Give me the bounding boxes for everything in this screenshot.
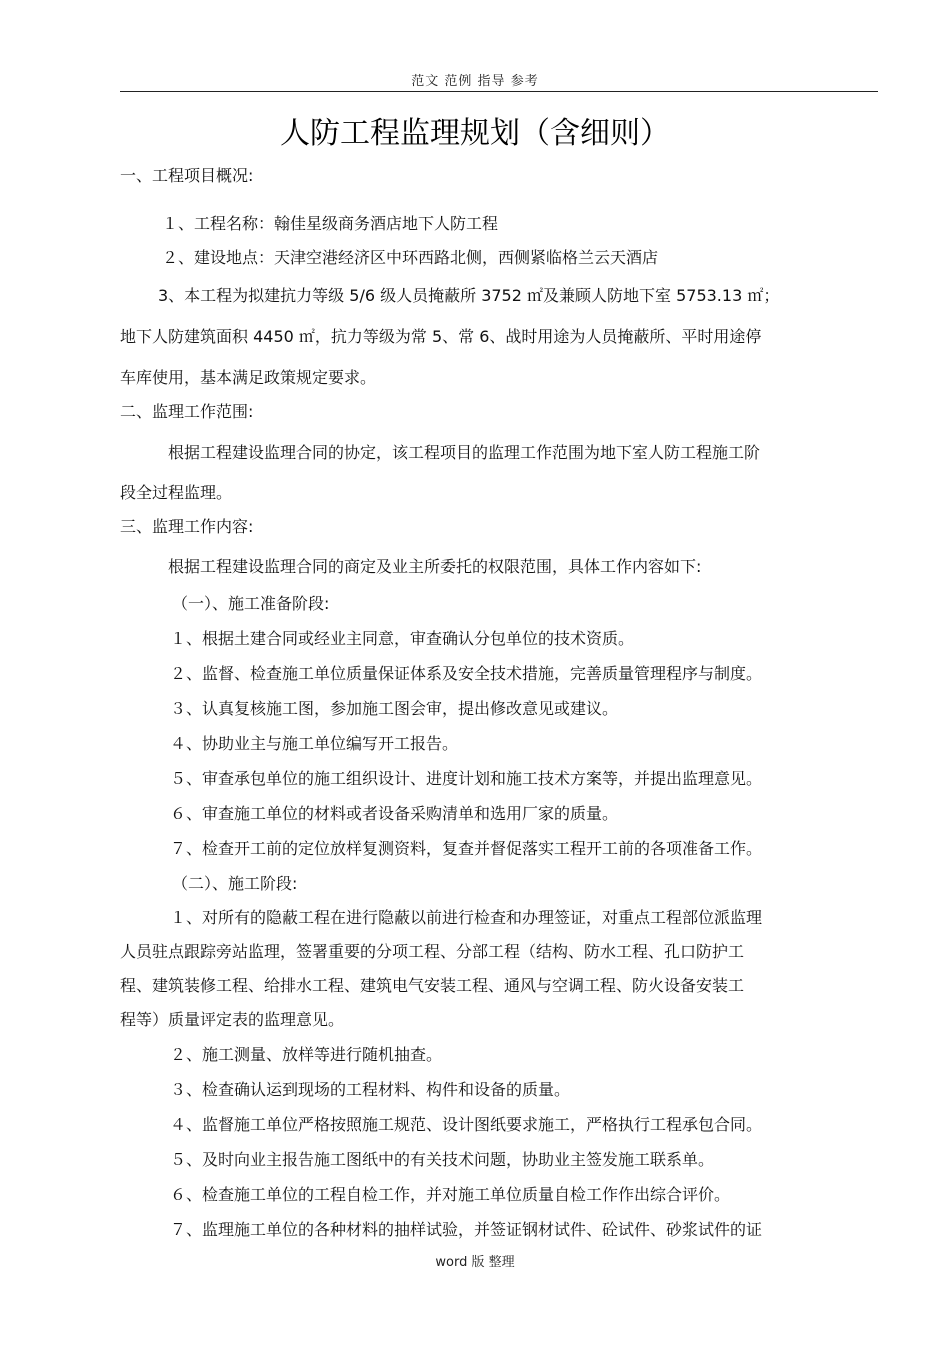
paragraph-line: 车库使用，基本满足政策规定要求。 xyxy=(120,368,377,387)
document-title: 人防工程监理规划（含细则） xyxy=(280,116,670,151)
project-name-item: １、工程名称：翰佳星级商务酒店地下人防工程 xyxy=(162,214,499,233)
list-item: ７、检查开工前的定位放样复测资料，复查并督促落实工程开工前的各项准备工作。 xyxy=(170,839,763,858)
preparation-list xyxy=(120,621,840,866)
paragraph-line: 地下人防建筑面积 4450 ㎡，抗力等级为常 5、常 6、战时用途为人员掩蔽所、平时用途停 xyxy=(120,327,762,346)
page-header: 范文 范例 指导 参考 xyxy=(411,74,539,89)
list-item: ２、施工测量、放样等进行随机抽查。 xyxy=(170,1045,443,1064)
list-item: ５、审查承包单位的施工组织设计、进度计划和施工技术方案等，并提出监理意见。 xyxy=(170,769,763,788)
project-scale-paragraph xyxy=(120,275,840,398)
content-intro: 根据工程建设监理合同的商定及业主所委托的权限范围，具体工作内容如下: xyxy=(168,557,702,576)
subsection-heading-construction: （二）、施工阶段: xyxy=(172,874,298,893)
list-item: ３、检查确认运到现场的工程材料、构件和设备的质量。 xyxy=(170,1080,571,1099)
list-item: ５、及时向业主报告施工图纸中的有关技术问题，协助业主签发施工联系单。 xyxy=(170,1150,715,1169)
list-item: ４、监督施工单位严格按照施工规范、设计图纸要求施工，严格执行工程承包合同。 xyxy=(170,1115,763,1134)
paragraph-line: 段全过程监理。 xyxy=(120,483,233,502)
paragraph-line: 程、建筑装修工程、给排水工程、建筑电气安装工程、通风与空调工程、防火设备安装工 xyxy=(120,976,745,995)
construction-list xyxy=(120,1037,840,1247)
header-divider xyxy=(120,91,878,92)
list-item: ６、检查施工单位的工程自检工作，并对施工单位质量自检工作作出综合评价。 xyxy=(170,1185,731,1204)
section-heading-scope: 二、监理工作范围: xyxy=(120,402,254,421)
paragraph-line: 3、本工程为拟建抗力等级 5/6 级人员掩蔽所 3752 ㎡及兼顾人防地下室 5753.13 ㎡； xyxy=(158,286,780,305)
list-item: ２、监督、检查施工单位质量保证体系及安全技术措施，完善质量管理程序与制度。 xyxy=(170,664,763,683)
subsection-heading-preparation: （一）、施工准备阶段: xyxy=(172,594,330,613)
section-heading-overview: 一、工程项目概况: xyxy=(120,166,254,185)
section-heading-content: 三、监理工作内容: xyxy=(120,517,254,536)
construction-item-1-paragraph xyxy=(120,901,840,1037)
paragraph-line: 根据工程建设监理合同的协定，该工程项目的监理工作范围为地下室人防工程施工阶 xyxy=(168,443,761,462)
list-item: ３、认真复核施工图，参加施工图会审，提出修改意见或建议。 xyxy=(170,699,619,718)
document-body xyxy=(120,162,840,1247)
page-footer: word 版 整理 xyxy=(435,1255,515,1270)
paragraph-line: １、对所有的隐蔽工程在进行隐蔽以前进行检查和办理签证，对重点工程部位派监理 xyxy=(170,908,763,927)
paragraph-line: 程等）质量评定表的监理意见。 xyxy=(120,1010,345,1029)
list-item: ７、监理施工单位的各种材料的抽样试验，并签证钢材试件、砼试件、砂浆试件的证 xyxy=(170,1220,763,1239)
list-item: １、根据土建合同或经业主同意，审查确认分包单位的技术资质。 xyxy=(170,629,635,648)
project-location-item: ２、建设地点：天津空港经济区中环西路北侧，西侧紧临格兰云天酒店 xyxy=(162,248,659,267)
scope-paragraph xyxy=(120,433,840,513)
paragraph-line: 人员驻点跟踪旁站监理，签署重要的分项工程、分部工程（结构、防水工程、孔口防护工 xyxy=(120,942,745,961)
list-item: ６、审查施工单位的材料或者设备采购清单和选用厂家的质量。 xyxy=(170,804,619,823)
list-item: ４、协助业主与施工单位编写开工报告。 xyxy=(170,734,459,753)
